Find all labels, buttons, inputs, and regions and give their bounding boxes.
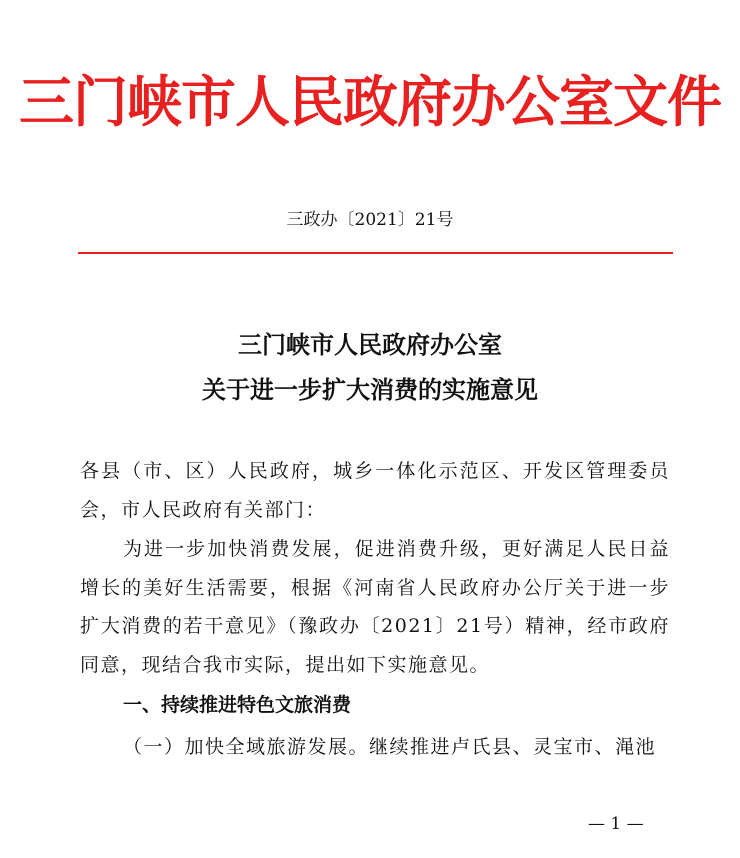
body-paragraph-1: 为进一步加快消费发展，促进消费升级，更好满足人民日益增长的美好生活需要，根据《河南省人民政府办公厅关于进一步扩大消费的若干意见》（豫政办〔2021〕21号）精神，经市政府同意，现结合我市实际，提出如下实施意见。 — [80, 538, 670, 676]
document-title-line-1: 三门峡市人民政府办公室 — [238, 330, 502, 359]
masthead-red-rule — [78, 252, 673, 254]
masthead-title: 三门峡市人民政府办公室文件 — [18, 69, 721, 134]
document-title-line-2: 关于进一步扩大消费的实施意见 — [202, 375, 538, 404]
subsection-paragraph-1: （一）加快全域旅游发展。继续推进卢氏县、灵宝市、渑池 — [123, 736, 657, 758]
salutation-paragraph: 各县（市、区）人民政府，城乡一体化示范区、开发区管理委员会，市人民政府有关部门： — [80, 460, 670, 521]
document-number: 三政办〔2021〕21号 — [286, 210, 454, 230]
section-heading-1: 一、持续推进特色文旅消费 — [123, 694, 352, 716]
page-number: — 1 — — [588, 814, 644, 834]
